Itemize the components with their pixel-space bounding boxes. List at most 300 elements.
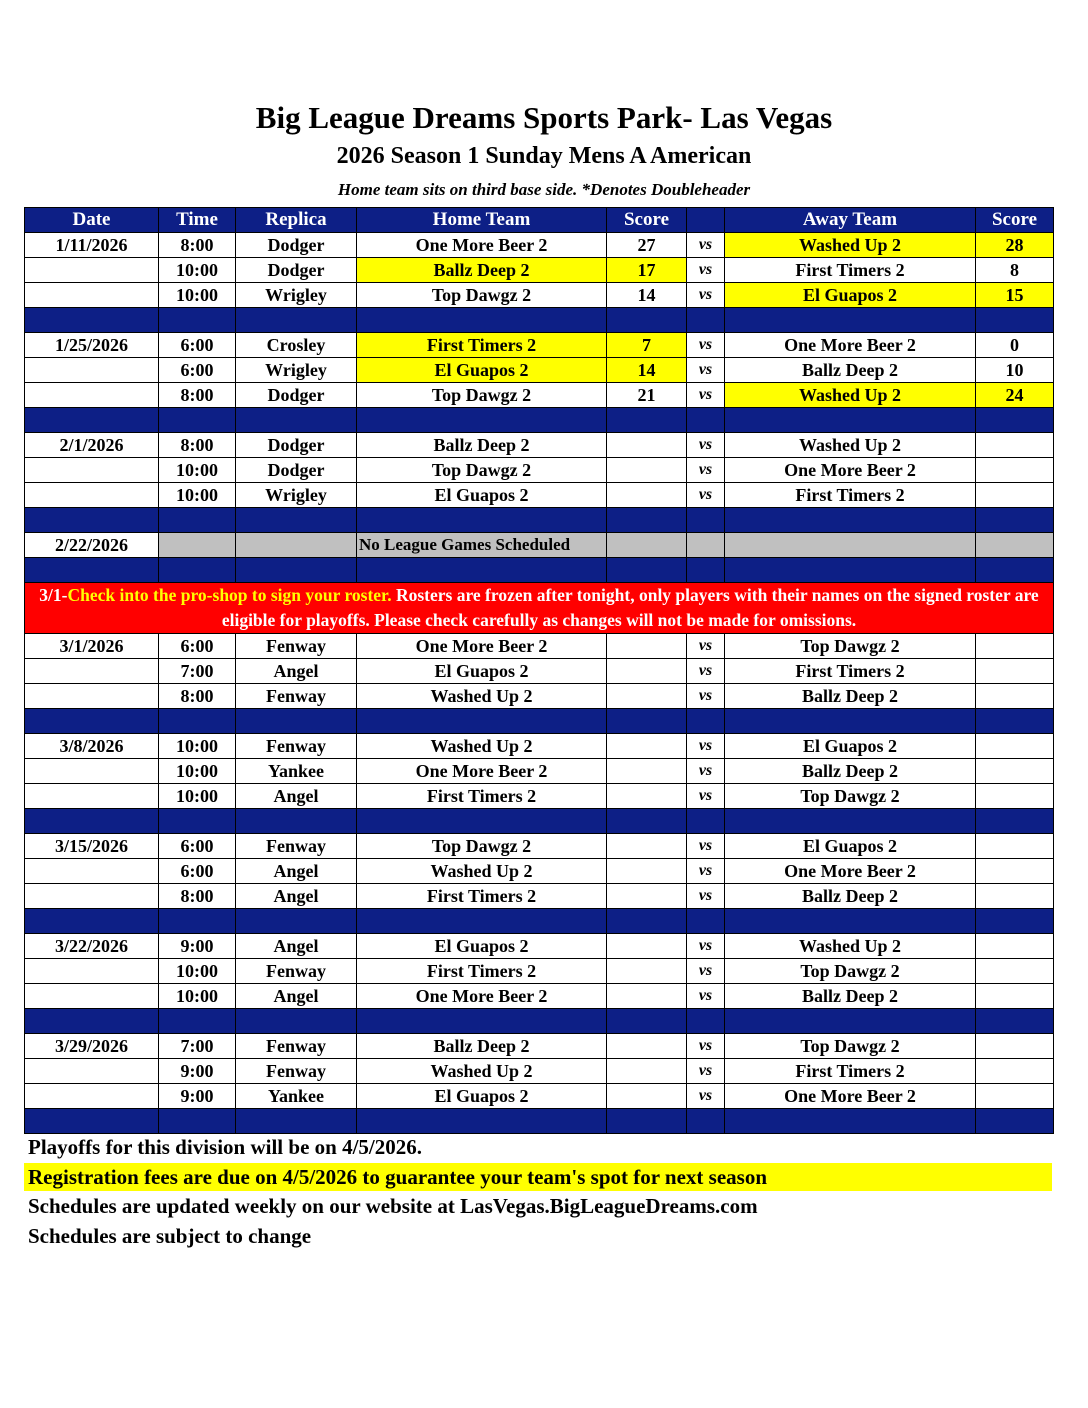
- date-cell: [25, 984, 159, 1009]
- away-team-cell: [725, 533, 976, 558]
- separator-cell: [725, 508, 976, 533]
- home-team-cell: El Guapos 2: [357, 483, 607, 508]
- away-score-cell: [976, 659, 1054, 684]
- home-team-cell: Ballz Deep 2: [357, 433, 607, 458]
- time-cell: [159, 533, 236, 558]
- home-team-cell: Top Dawgz 2: [357, 458, 607, 483]
- separator-cell: [25, 558, 159, 583]
- vs-cell: vs: [687, 959, 725, 984]
- separator-cell: [976, 508, 1054, 533]
- vs-cell: vs: [687, 684, 725, 709]
- separator-cell: [25, 709, 159, 734]
- separator-cell: [159, 508, 236, 533]
- field-cell: Yankee: [236, 1084, 357, 1109]
- separator-row: [25, 809, 1054, 834]
- away-team-cell: Ballz Deep 2: [725, 684, 976, 709]
- time-cell: 6:00: [159, 358, 236, 383]
- away-team-cell: One More Beer 2: [725, 458, 976, 483]
- field-cell: [236, 533, 357, 558]
- time-cell: 8:00: [159, 383, 236, 408]
- home-team-cell: El Guapos 2: [357, 1084, 607, 1109]
- separator-cell: [159, 408, 236, 433]
- vs-cell: vs: [687, 358, 725, 383]
- page-subtitle: 2026 Season 1 Sunday Mens A American: [336, 143, 752, 169]
- field-cell: Fenway: [236, 684, 357, 709]
- away-score-cell: 8: [976, 258, 1054, 283]
- time-cell: 9:00: [159, 1059, 236, 1084]
- separator-cell: [607, 508, 687, 533]
- time-cell: 10:00: [159, 784, 236, 809]
- game-row: [25, 859, 1054, 884]
- field-cell: Fenway: [236, 634, 357, 659]
- home-score-cell: [607, 734, 687, 759]
- away-score-cell: [976, 759, 1054, 784]
- vs-cell: vs: [687, 934, 725, 959]
- home-team-cell: Washed Up 2: [357, 859, 607, 884]
- away-team-cell: One More Beer 2: [725, 859, 976, 884]
- vs-cell: vs: [687, 834, 725, 859]
- separator-cell: [25, 408, 159, 433]
- away-team-cell: Top Dawgz 2: [725, 634, 976, 659]
- separator-row: [25, 709, 1054, 734]
- col-header-away-team: Away Team: [725, 208, 976, 233]
- time-cell: 10:00: [159, 483, 236, 508]
- separator-cell: [976, 709, 1054, 734]
- date-cell: [25, 458, 159, 483]
- away-score-cell: [976, 1059, 1054, 1084]
- date-cell: [25, 784, 159, 809]
- date-cell: [25, 358, 159, 383]
- home-score-cell: 17: [607, 258, 687, 283]
- away-score-cell: 0: [976, 333, 1054, 358]
- away-team-cell: First Timers 2: [725, 659, 976, 684]
- game-row: [25, 734, 1054, 759]
- field-cell: Crosley: [236, 333, 357, 358]
- col-header-home-score: Score: [607, 208, 687, 233]
- away-score-cell: [976, 483, 1054, 508]
- roster-notice-row: [25, 583, 1054, 634]
- home-score-cell: [607, 684, 687, 709]
- vs-cell: [687, 533, 725, 558]
- separator-cell: [159, 909, 236, 934]
- separator-cell: [25, 1109, 159, 1134]
- home-team-cell: Washed Up 2: [357, 1059, 607, 1084]
- time-cell: 6:00: [159, 634, 236, 659]
- separator-cell: [976, 308, 1054, 333]
- separator-row: [25, 1109, 1054, 1134]
- field-cell: Dodger: [236, 233, 357, 258]
- date-cell: 3/29/2026: [25, 1034, 159, 1059]
- separator-cell: [725, 1009, 976, 1034]
- separator-cell: [236, 408, 357, 433]
- game-row: [25, 884, 1054, 909]
- date-cell: 2/1/2026: [25, 433, 159, 458]
- separator-cell: [236, 709, 357, 734]
- col-header-time: Time: [159, 208, 236, 233]
- separator-cell: [976, 1009, 1054, 1034]
- time-cell: 9:00: [159, 1084, 236, 1109]
- home-team-cell: First Timers 2: [357, 784, 607, 809]
- separator-row: [25, 308, 1054, 333]
- field-cell: Angel: [236, 984, 357, 1009]
- col-header-vs: [687, 208, 725, 233]
- game-row: [25, 433, 1054, 458]
- separator-cell: [159, 558, 236, 583]
- header-note: Home team sits on third base side. *Denotes Doubleheader: [337, 180, 751, 199]
- separator-cell: [687, 408, 725, 433]
- game-row: [25, 383, 1054, 408]
- vs-cell: vs: [687, 1034, 725, 1059]
- separator-cell: [357, 1009, 607, 1034]
- vs-cell: vs: [687, 859, 725, 884]
- separator-cell: [725, 408, 976, 433]
- separator-cell: [687, 558, 725, 583]
- col-header-replica: Replica: [236, 208, 357, 233]
- website-note: Schedules are updated weekly on our website at LasVegas.BigLeagueDreams.com: [28, 1194, 758, 1218]
- time-cell: 7:00: [159, 1034, 236, 1059]
- date-cell: [25, 258, 159, 283]
- game-row: [25, 984, 1054, 1009]
- vs-cell: vs: [687, 1059, 725, 1084]
- away-score-cell: [976, 784, 1054, 809]
- home-score-cell: 7: [607, 333, 687, 358]
- game-row: [25, 759, 1054, 784]
- separator-cell: [976, 1109, 1054, 1134]
- table-header-row: [25, 208, 1054, 233]
- home-score-cell: [607, 433, 687, 458]
- separator-cell: [687, 1109, 725, 1134]
- vs-cell: vs: [687, 634, 725, 659]
- field-cell: Dodger: [236, 458, 357, 483]
- game-row: [25, 959, 1054, 984]
- field-cell: Angel: [236, 784, 357, 809]
- vs-cell: vs: [687, 283, 725, 308]
- separator-cell: [976, 558, 1054, 583]
- separator-cell: [687, 308, 725, 333]
- away-score-cell: [976, 634, 1054, 659]
- home-score-cell: [607, 1084, 687, 1109]
- vs-cell: vs: [687, 759, 725, 784]
- separator-cell: [357, 308, 607, 333]
- home-team-cell: El Guapos 2: [357, 659, 607, 684]
- registration-note: Registration fees are due on 4/5/2026 to guarantee your team's spot for next season: [24, 1163, 1052, 1191]
- separator-cell: [236, 308, 357, 333]
- separator-cell: [607, 1109, 687, 1134]
- vs-cell: vs: [687, 383, 725, 408]
- game-row: [25, 258, 1054, 283]
- home-team-cell: One More Beer 2: [357, 984, 607, 1009]
- away-score-cell: [976, 959, 1054, 984]
- time-cell: 10:00: [159, 984, 236, 1009]
- field-cell: Fenway: [236, 734, 357, 759]
- separator-cell: [25, 1009, 159, 1034]
- separator-row: [25, 408, 1054, 433]
- date-cell: [25, 283, 159, 308]
- col-header-away-score: Score: [976, 208, 1054, 233]
- away-team-cell: First Timers 2: [725, 258, 976, 283]
- home-score-cell: 27: [607, 233, 687, 258]
- vs-cell: vs: [687, 884, 725, 909]
- date-cell: [25, 1084, 159, 1109]
- game-row: [25, 458, 1054, 483]
- game-row: [25, 333, 1054, 358]
- away-score-cell: [976, 934, 1054, 959]
- away-team-cell: Top Dawgz 2: [725, 1034, 976, 1059]
- vs-cell: vs: [687, 784, 725, 809]
- field-cell: Yankee: [236, 759, 357, 784]
- game-row: [25, 283, 1054, 308]
- separator-row: [25, 508, 1054, 533]
- time-cell: 10:00: [159, 734, 236, 759]
- notice-highlight: Check into the pro-shop to sign your roster.: [67, 585, 392, 605]
- away-score-cell: [976, 433, 1054, 458]
- separator-cell: [607, 809, 687, 834]
- away-team-cell: Top Dawgz 2: [725, 959, 976, 984]
- no-games-row: [25, 533, 1054, 558]
- separator-cell: [357, 558, 607, 583]
- away-team-cell: First Timers 2: [725, 1059, 976, 1084]
- date-cell: 3/22/2026: [25, 934, 159, 959]
- time-cell: 8:00: [159, 684, 236, 709]
- schedule-table: [24, 207, 1054, 1134]
- vs-cell: vs: [687, 483, 725, 508]
- game-row: [25, 934, 1054, 959]
- home-score-cell: [607, 483, 687, 508]
- date-cell: [25, 759, 159, 784]
- field-cell: Wrigley: [236, 483, 357, 508]
- away-team-cell: El Guapos 2: [725, 834, 976, 859]
- away-team-cell: Washed Up 2: [725, 233, 976, 258]
- vs-cell: vs: [687, 458, 725, 483]
- date-cell: 1/11/2026: [25, 233, 159, 258]
- separator-cell: [976, 408, 1054, 433]
- separator-cell: [607, 558, 687, 583]
- vs-cell: vs: [687, 659, 725, 684]
- away-team-cell: Top Dawgz 2: [725, 784, 976, 809]
- game-row: [25, 784, 1054, 809]
- field-cell: Dodger: [236, 258, 357, 283]
- time-cell: 6:00: [159, 859, 236, 884]
- date-cell: [25, 659, 159, 684]
- separator-cell: [25, 909, 159, 934]
- game-row: [25, 1084, 1054, 1109]
- separator-cell: [357, 809, 607, 834]
- separator-cell: [25, 508, 159, 533]
- field-cell: Wrigley: [236, 283, 357, 308]
- date-cell: 3/15/2026: [25, 834, 159, 859]
- time-cell: 6:00: [159, 834, 236, 859]
- separator-cell: [725, 1109, 976, 1134]
- separator-cell: [687, 809, 725, 834]
- separator-cell: [607, 1009, 687, 1034]
- separator-cell: [687, 709, 725, 734]
- notice-prefix: 3/1-: [39, 585, 68, 605]
- separator-cell: [357, 508, 607, 533]
- away-score-cell: [976, 458, 1054, 483]
- game-row: [25, 358, 1054, 383]
- separator-cell: [357, 909, 607, 934]
- date-cell: 3/8/2026: [25, 734, 159, 759]
- game-row: [25, 634, 1054, 659]
- date-cell: [25, 959, 159, 984]
- field-cell: Angel: [236, 859, 357, 884]
- home-team-cell: One More Beer 2: [357, 759, 607, 784]
- away-score-cell: [976, 984, 1054, 1009]
- separator-cell: [607, 308, 687, 333]
- home-team-cell: El Guapos 2: [357, 358, 607, 383]
- home-team-cell: Ballz Deep 2: [357, 1034, 607, 1059]
- game-row: [25, 1059, 1054, 1084]
- vs-cell: vs: [687, 433, 725, 458]
- away-score-cell: [976, 1034, 1054, 1059]
- home-team-cell: Top Dawgz 2: [357, 283, 607, 308]
- vs-cell: vs: [687, 1084, 725, 1109]
- field-cell: Angel: [236, 884, 357, 909]
- vs-cell: vs: [687, 258, 725, 283]
- home-score-cell: [607, 959, 687, 984]
- away-team-cell: Ballz Deep 2: [725, 984, 976, 1009]
- home-score-cell: [607, 984, 687, 1009]
- away-team-cell: Ballz Deep 2: [725, 759, 976, 784]
- separator-cell: [236, 508, 357, 533]
- field-cell: Fenway: [236, 959, 357, 984]
- separator-cell: [25, 809, 159, 834]
- date-cell: [25, 483, 159, 508]
- home-score-cell: 14: [607, 283, 687, 308]
- away-team-cell: Washed Up 2: [725, 383, 976, 408]
- home-score-cell: [607, 934, 687, 959]
- away-score-cell: [976, 533, 1054, 558]
- separator-cell: [357, 709, 607, 734]
- home-score-cell: [607, 784, 687, 809]
- separator-cell: [357, 408, 607, 433]
- time-cell: 7:00: [159, 659, 236, 684]
- away-score-cell: 15: [976, 283, 1054, 308]
- no-games-label: No League Games Scheduled: [357, 533, 607, 558]
- separator-row: [25, 558, 1054, 583]
- game-row: [25, 1034, 1054, 1059]
- separator-row: [25, 909, 1054, 934]
- game-row: [25, 659, 1054, 684]
- game-row: [25, 834, 1054, 859]
- away-team-cell: El Guapos 2: [725, 734, 976, 759]
- separator-cell: [607, 909, 687, 934]
- away-score-cell: [976, 684, 1054, 709]
- separator-row: [25, 1009, 1054, 1034]
- separator-cell: [357, 1109, 607, 1134]
- playoffs-note: Playoffs for this division will be on 4/5/2026.: [28, 1135, 422, 1159]
- home-team-cell: First Timers 2: [357, 333, 607, 358]
- away-team-cell: El Guapos 2: [725, 283, 976, 308]
- separator-cell: [607, 709, 687, 734]
- roster-notice: [25, 583, 1054, 634]
- separator-cell: [725, 909, 976, 934]
- date-cell: 3/1/2026: [25, 634, 159, 659]
- date-cell: 2/22/2026: [25, 533, 159, 558]
- home-score-cell: [607, 1034, 687, 1059]
- separator-cell: [236, 909, 357, 934]
- home-score-cell: [607, 634, 687, 659]
- away-score-cell: 24: [976, 383, 1054, 408]
- away-score-cell: 10: [976, 358, 1054, 383]
- separator-cell: [159, 1109, 236, 1134]
- date-cell: [25, 859, 159, 884]
- home-score-cell: [607, 533, 687, 558]
- game-row: [25, 483, 1054, 508]
- home-team-cell: Top Dawgz 2: [357, 383, 607, 408]
- date-cell: 1/25/2026: [25, 333, 159, 358]
- away-score-cell: [976, 1084, 1054, 1109]
- time-cell: 8:00: [159, 233, 236, 258]
- home-score-cell: [607, 859, 687, 884]
- field-cell: Dodger: [236, 433, 357, 458]
- subject-to-change-note: Schedules are subject to change: [28, 1224, 312, 1248]
- separator-cell: [976, 809, 1054, 834]
- field-cell: Angel: [236, 934, 357, 959]
- away-score-cell: [976, 859, 1054, 884]
- field-cell: Fenway: [236, 834, 357, 859]
- home-team-cell: Ballz Deep 2: [357, 258, 607, 283]
- col-header-date: Date: [25, 208, 159, 233]
- separator-cell: [687, 508, 725, 533]
- vs-cell: vs: [687, 984, 725, 1009]
- date-cell: [25, 684, 159, 709]
- vs-cell: vs: [687, 233, 725, 258]
- separator-cell: [236, 809, 357, 834]
- home-team-cell: El Guapos 2: [357, 934, 607, 959]
- separator-cell: [687, 909, 725, 934]
- separator-cell: [159, 709, 236, 734]
- date-cell: [25, 884, 159, 909]
- field-cell: Angel: [236, 659, 357, 684]
- game-row: [25, 684, 1054, 709]
- away-team-cell: Ballz Deep 2: [725, 358, 976, 383]
- game-row: [25, 233, 1054, 258]
- time-cell: 8:00: [159, 433, 236, 458]
- separator-cell: [159, 308, 236, 333]
- separator-cell: [725, 809, 976, 834]
- away-team-cell: Washed Up 2: [725, 934, 976, 959]
- separator-cell: [159, 809, 236, 834]
- home-score-cell: [607, 834, 687, 859]
- away-score-cell: [976, 834, 1054, 859]
- home-score-cell: [607, 458, 687, 483]
- date-cell: [25, 383, 159, 408]
- separator-cell: [607, 408, 687, 433]
- away-team-cell: One More Beer 2: [725, 333, 976, 358]
- time-cell: 10:00: [159, 458, 236, 483]
- separator-cell: [236, 1009, 357, 1034]
- away-team-cell: First Timers 2: [725, 483, 976, 508]
- home-team-cell: One More Beer 2: [357, 634, 607, 659]
- away-score-cell: [976, 884, 1054, 909]
- away-score-cell: [976, 734, 1054, 759]
- vs-cell: vs: [687, 333, 725, 358]
- away-team-cell: One More Beer 2: [725, 1084, 976, 1109]
- away-team-cell: Ballz Deep 2: [725, 884, 976, 909]
- field-cell: Wrigley: [236, 358, 357, 383]
- home-score-cell: [607, 759, 687, 784]
- away-score-cell: 28: [976, 233, 1054, 258]
- separator-cell: [687, 1009, 725, 1034]
- page-title: Big League Dreams Sports Park- Las Vegas: [255, 100, 833, 135]
- field-cell: Fenway: [236, 1059, 357, 1084]
- time-cell: 10:00: [159, 283, 236, 308]
- separator-cell: [725, 558, 976, 583]
- home-score-cell: [607, 659, 687, 684]
- notice-text: Rosters are frozen after tonight, only players with their names on the signed roster are eligible for playoffs. Please check carefully as changes will not be made for omissions.: [221, 585, 1039, 630]
- time-cell: 10:00: [159, 959, 236, 984]
